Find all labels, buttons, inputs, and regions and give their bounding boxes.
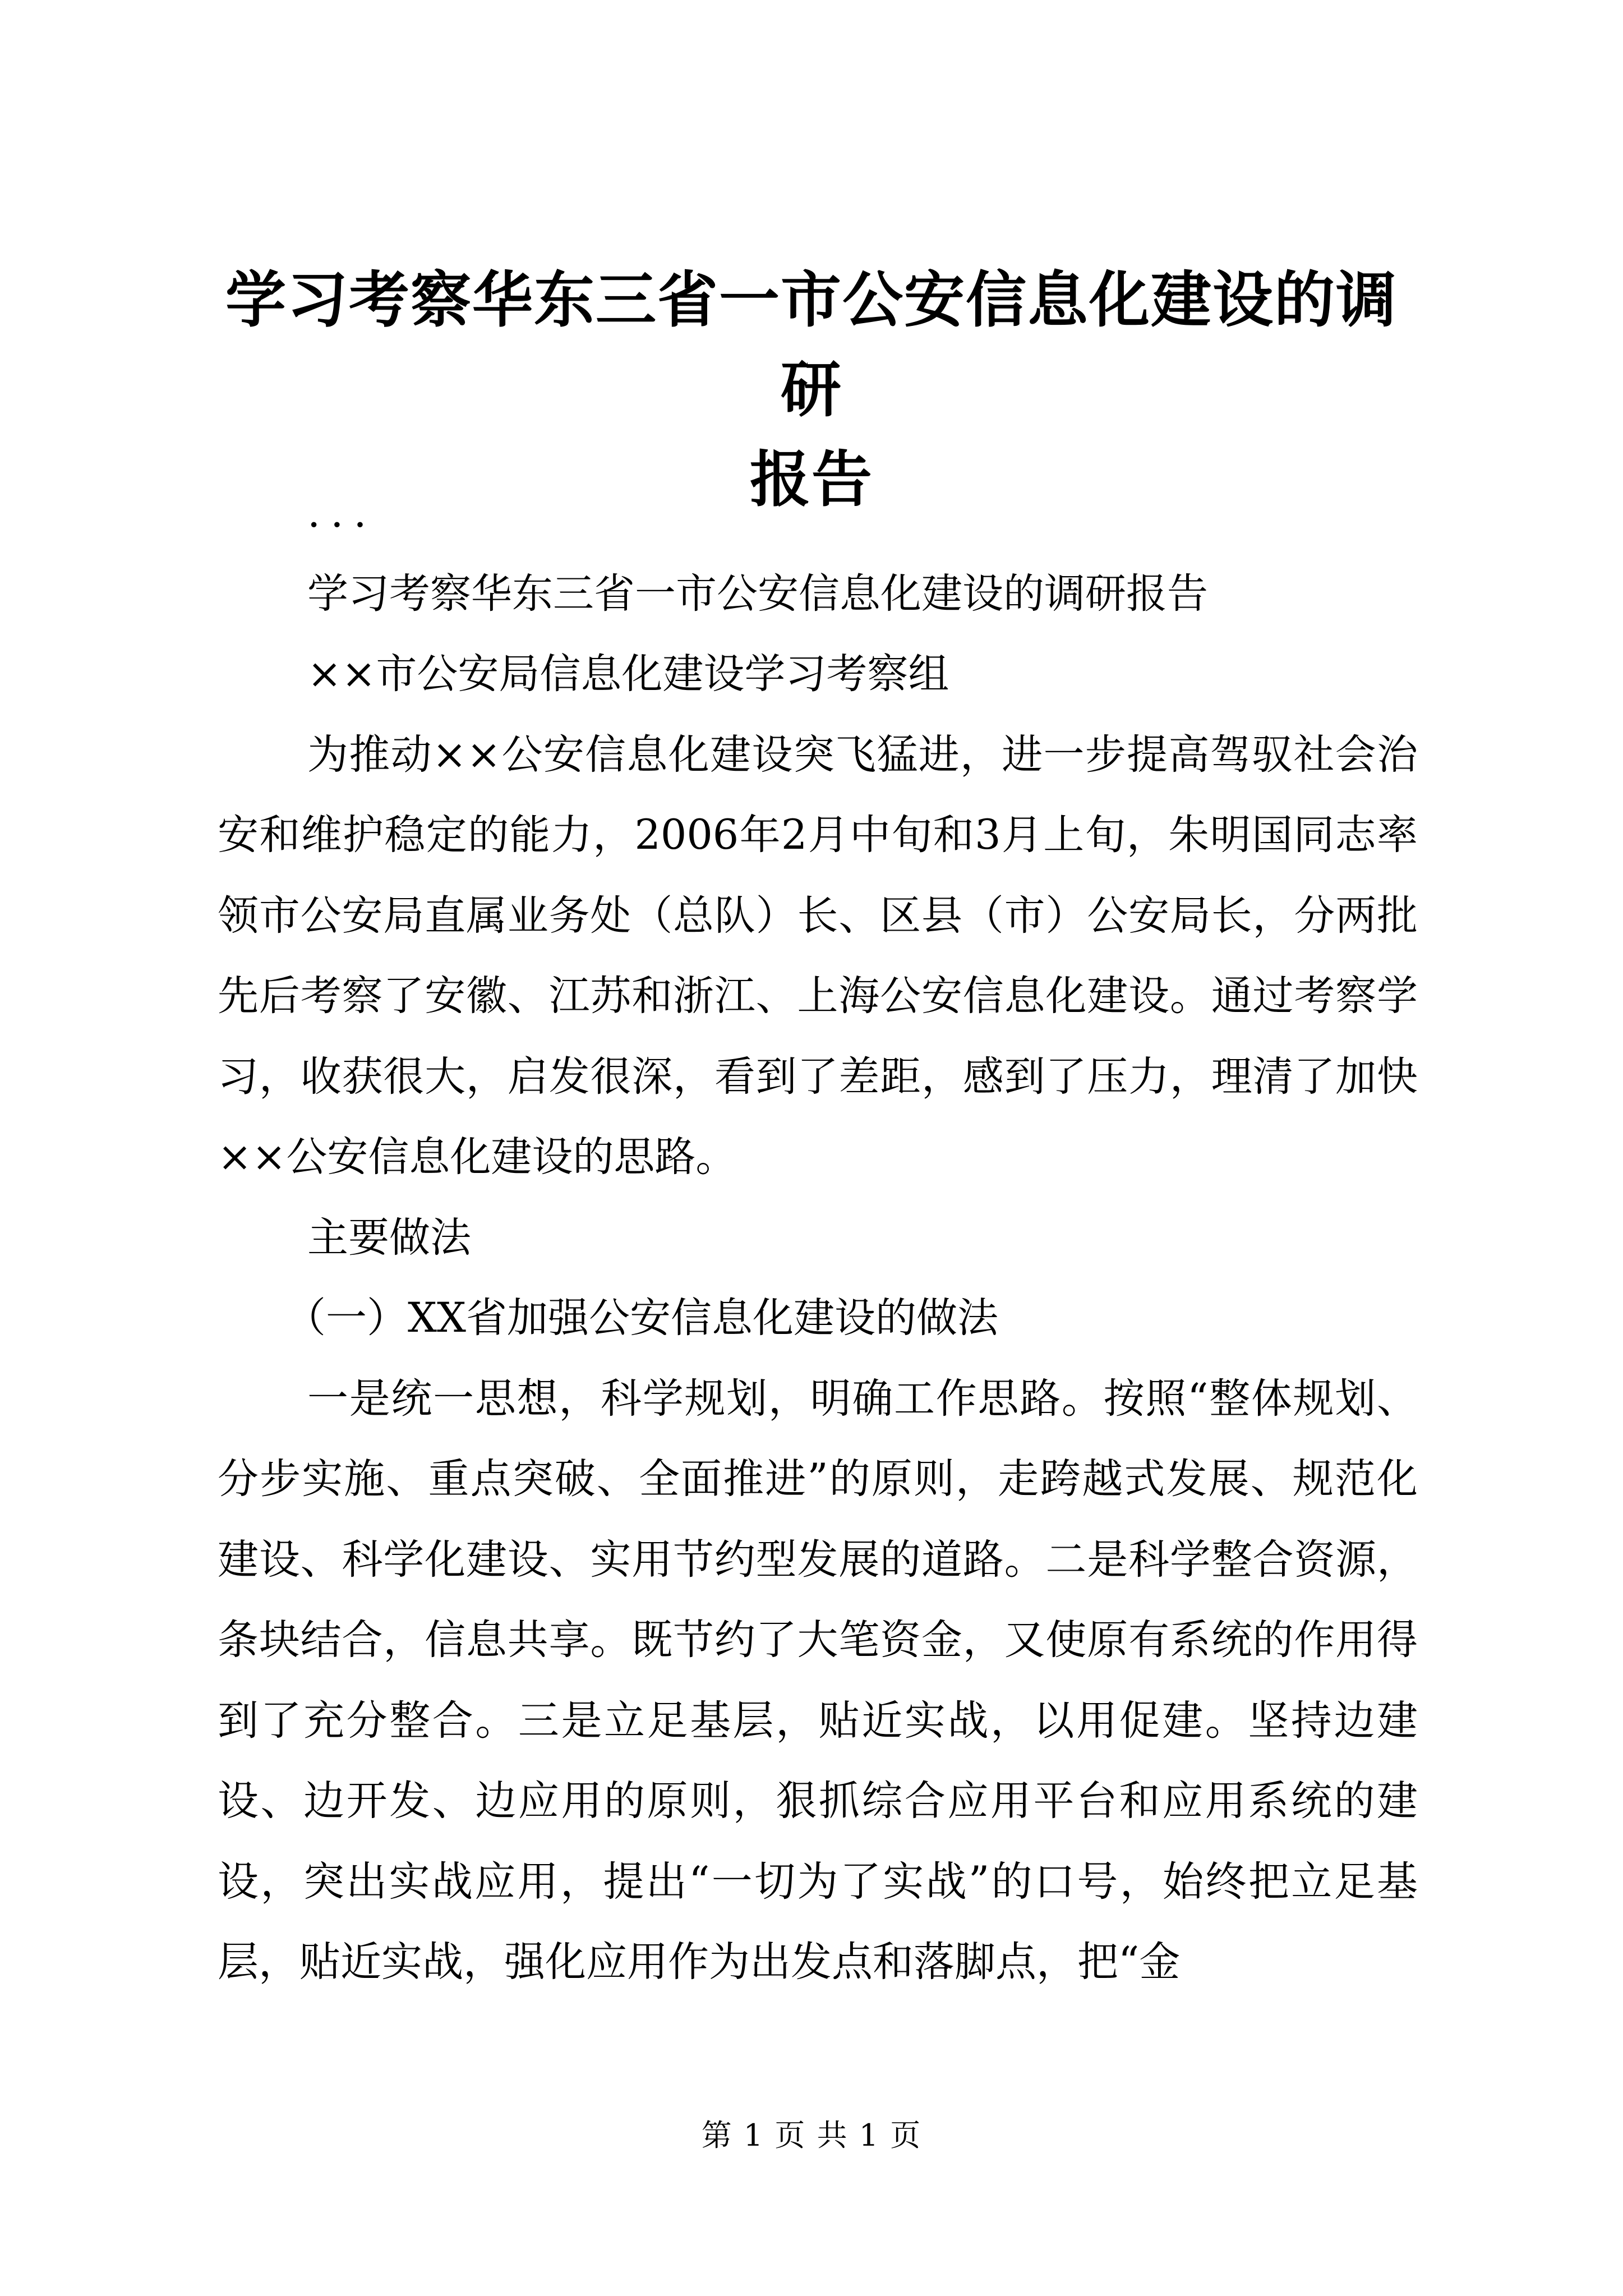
report-subtitle: 学习考察华东三省一市公安信息化建设的调研报告	[307, 569, 1208, 618]
document-title-line-1: 学习考察华东三省一市公安信息化建设的调研	[225, 265, 1398, 425]
intro-paragraph: 为推动××公安信息化建设突飞猛进，进一步提高驾驭社会治安和维护稳定的能力，2006年2月中旬和3月上旬，朱明国同志率领市公安局直属业务处（总队）长、区县（市）公安局长，分两批先后考察了安徽、江苏和浙江、上海公安信息化建设。通过考察学习，收获很大，启发很深，看到了差距，感到了压力，理清了加快××公安信息化建设的思路。	[218, 730, 1418, 1181]
section-heading: 主要做法	[307, 1213, 471, 1262]
subsection-heading: （一）XX省加强公安信息化建设的做法	[285, 1294, 998, 1342]
document-title-line-2: 报告	[749, 444, 873, 515]
document-body	[218, 473, 1418, 2003]
page-number-footer: 第 1 页 共 1 页	[701, 2118, 922, 2153]
practice-paragraph: 一是统一思想，科学规划，明确工作思路。按照“整体规划、分步实施、重点突破、全面推进”的原则，走跨越式发展、规范化建设、科学化建设、实用节约型发展的道路。二是科学整合资源，条块结合，信息共享。既节约了大笔资金，又使原有系统的作用得到了充分整合。三是立足基层，贴近实战，以用促建。坚持边建设、边开发、边应用的原则，狠抓综合应用平台和应用系统的建设，突出实战应用，提出“一切为了实战”的口号，始终把立足基层，贴近实战，强化应用作为出发点和落脚点，把“金	[218, 1374, 1418, 1986]
ellipsis-line: ...	[307, 489, 377, 537]
author-group: ××市公安局信息化建设学习考察组	[307, 650, 949, 698]
